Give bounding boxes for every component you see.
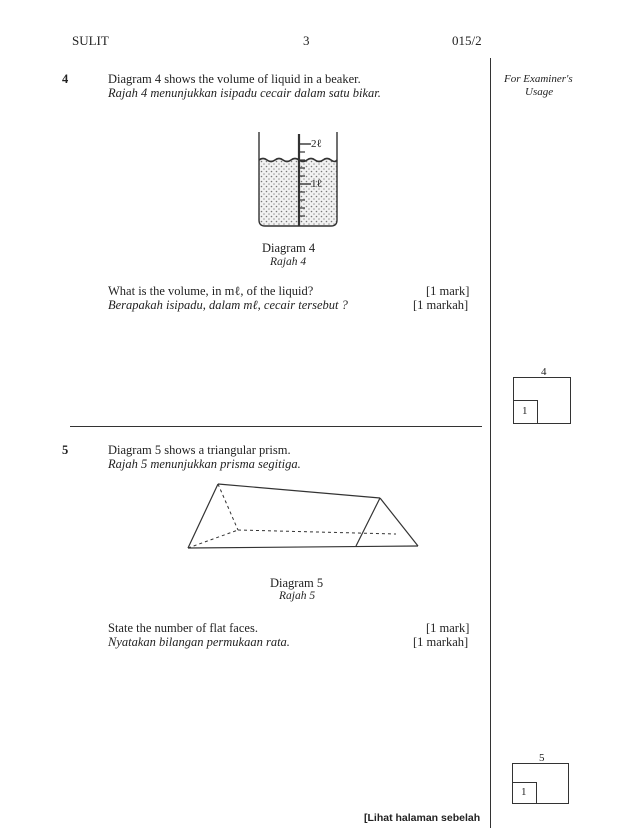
header-sulit: SULIT <box>72 33 109 48</box>
score-box-5-number: 5 <box>539 752 545 764</box>
question-5-number: 5 <box>62 443 69 457</box>
question-4-prompt: What is the volume, in mℓ, of the liquid? <box>108 284 314 298</box>
beaker-label-1l: 1ℓ <box>311 178 322 190</box>
score-box-5-marks-value: 1 <box>521 786 527 798</box>
diagram-5-caption-malay: Rajah 5 <box>279 590 316 602</box>
diagram-4-caption-malay: Rajah 4 <box>270 256 307 268</box>
examiner-column-divider <box>490 58 491 828</box>
question-5-text: Diagram 5 shows a triangular prism. <box>108 443 291 457</box>
question-4-mark-malay: [1 markah] <box>413 298 469 312</box>
paper-code: 015/2 <box>452 33 482 48</box>
question-divider <box>70 426 482 427</box>
question-4-mark: [1 mark] <box>426 284 470 298</box>
question-5-prompt-malay: Nyatakan bilangan permukaan rata. <box>108 635 290 649</box>
question-5-mark: [1 mark] <box>426 621 470 635</box>
beaker-diagram <box>255 130 345 230</box>
question-5-prompt: State the number of flat faces. <box>108 621 258 635</box>
question-5-mark-malay: [1 markah] <box>413 635 469 649</box>
diagram-5-caption: Diagram 5 <box>270 576 324 590</box>
question-4-text-malay: Rajah 4 menunjukkan isipadu cecair dalam satu bikar. <box>108 86 381 100</box>
triangular-prism-diagram <box>180 478 430 558</box>
examiner-usage-label: Usage <box>525 86 554 98</box>
question-4-prompt-malay: Berapakah isipadu, dalam mℓ, cecair tersebut ? <box>108 298 348 312</box>
question-4-number: 4 <box>62 72 69 86</box>
examiner-label: For Examiner's <box>504 73 573 85</box>
beaker-label-2l: 2ℓ <box>311 138 322 150</box>
page-number: 3 <box>303 33 310 48</box>
score-box-4-marks-value: 1 <box>522 405 528 417</box>
diagram-4-caption: Diagram 4 <box>262 241 316 255</box>
score-box-4-number: 4 <box>541 366 547 378</box>
question-5-text-malay: Rajah 5 menunjukkan prisma segitiga. <box>108 457 301 471</box>
footer-next-page: [Lihat halaman sebelah <box>364 812 481 824</box>
question-4-text: Diagram 4 shows the volume of liquid in a beaker. <box>108 72 361 86</box>
